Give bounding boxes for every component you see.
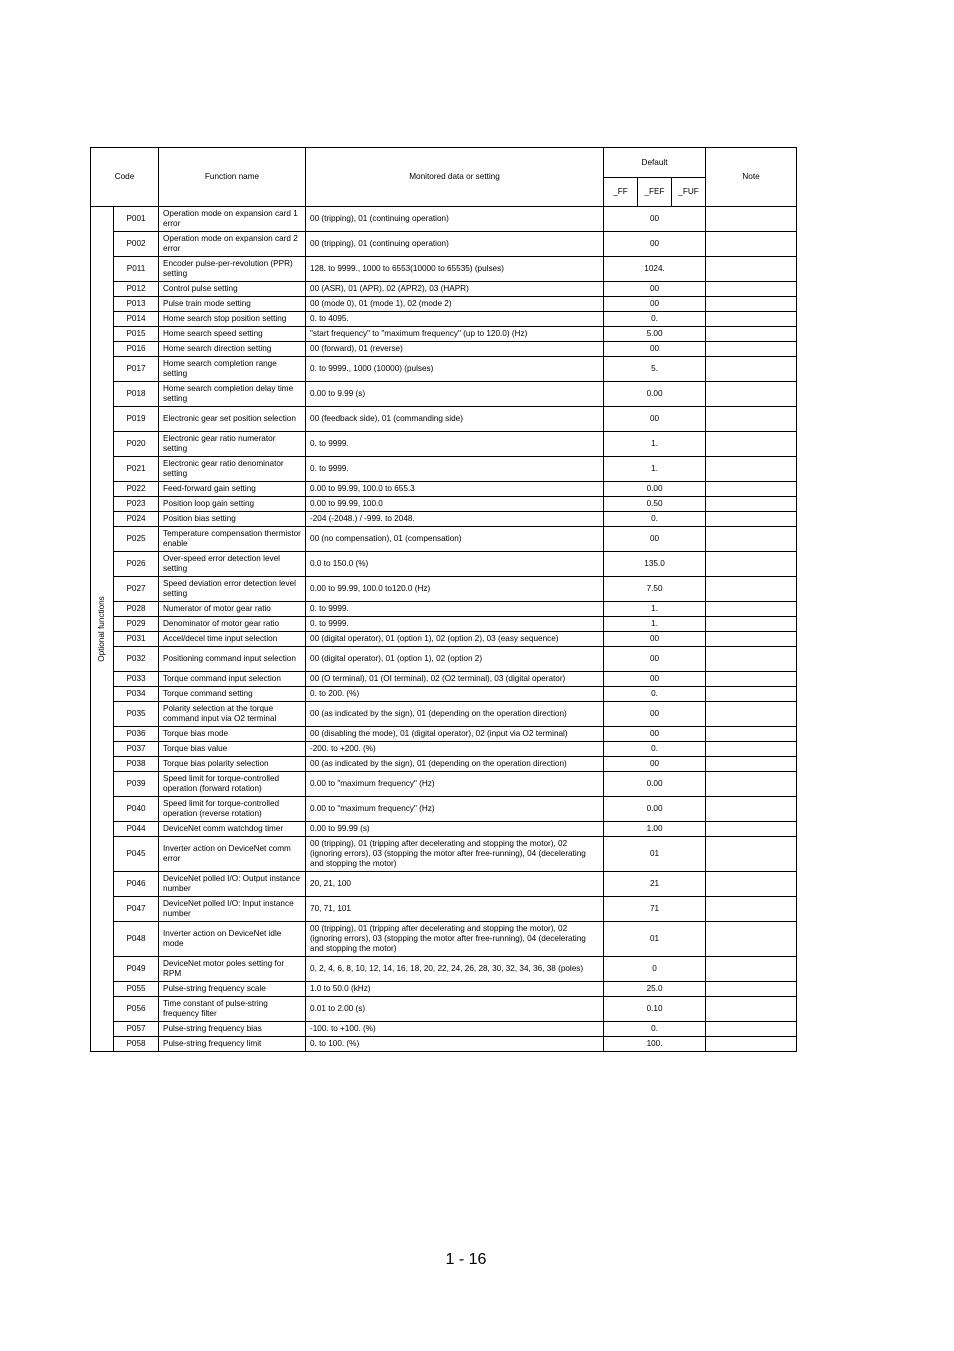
setting-cell: 00 (digital operator), 01 (option 1), 02 (option 2), 03 (easy sequence) [306, 632, 604, 647]
note-cell [706, 577, 797, 602]
note-cell [706, 672, 797, 687]
code-cell: P020 [114, 432, 159, 457]
default-cell: 00 [604, 207, 706, 232]
setting-cell: 00 (as indicated by the sign), 01 (depending on the operation direction) [306, 757, 604, 772]
function-name-cell: Temperature compensation thermistor enable [159, 527, 306, 552]
code-cell: P033 [114, 672, 159, 687]
function-name-cell: Electronic gear set position selection [159, 407, 306, 432]
function-name-cell: Accel/decel time input selection [159, 632, 306, 647]
note-cell [706, 407, 797, 432]
table-row [91, 647, 797, 672]
code-cell: P034 [114, 687, 159, 702]
default-cell: 1. [604, 617, 706, 632]
note-cell [706, 837, 797, 872]
table-row [91, 672, 797, 687]
table-row [91, 727, 797, 742]
table-row [91, 457, 797, 482]
default-cell: 21 [604, 872, 706, 897]
setting-cell: 00 (tripping), 01 (tripping after decelerating and stopping the motor), 02 (ignoring errors), 03 (stopping the motor after free-running), 04 (decelerating and stopping the motor) [306, 837, 604, 872]
default-cell: 0.00 [604, 382, 706, 407]
setting-cell: 0. to 4095. [306, 312, 604, 327]
page-number: 1 - 16 [445, 1251, 487, 1268]
code-cell: P022 [114, 482, 159, 497]
setting-cell: 0.00 to 99.99, 100.0 to120.0 (Hz) [306, 577, 604, 602]
default-cell: 00 [604, 757, 706, 772]
code-cell: P025 [114, 527, 159, 552]
note-cell [706, 632, 797, 647]
function-name-cell: DeviceNet polled I/O: Input instance number [159, 897, 306, 922]
code-cell: P019 [114, 407, 159, 432]
table-row [91, 207, 797, 232]
setting-cell: 0. to 100. (%) [306, 1037, 604, 1052]
table-row [91, 632, 797, 647]
code-cell: P021 [114, 457, 159, 482]
table-row [91, 482, 797, 497]
function-name-cell: Home search direction setting [159, 342, 306, 357]
function-name-cell: Home search stop position setting [159, 312, 306, 327]
setting-cell: 00 (mode 0), 01 (mode 1), 02 (mode 2) [306, 297, 604, 312]
function-name-cell: Torque bias mode [159, 727, 306, 742]
note-cell [706, 382, 797, 407]
parameter-table [90, 147, 797, 1052]
note-cell [706, 342, 797, 357]
function-name-cell: Speed limit for torque-controlled operation (reverse rotation) [159, 797, 306, 822]
table-row [91, 602, 797, 617]
note-cell [706, 527, 797, 552]
table-row [91, 757, 797, 772]
default-cell: 00 [604, 647, 706, 672]
note-cell [706, 897, 797, 922]
function-name-cell: Home search speed setting [159, 327, 306, 342]
function-name-cell: Positioning command input selection [159, 647, 306, 672]
code-cell: P017 [114, 357, 159, 382]
code-cell: P031 [114, 632, 159, 647]
note-cell [706, 457, 797, 482]
default-cell: 5. [604, 357, 706, 382]
default-cell: 00 [604, 727, 706, 742]
note-cell [706, 822, 797, 837]
setting-cell: 00 (tripping), 01 (continuing operation) [306, 232, 604, 257]
table-row [91, 327, 797, 342]
default-cell: 0 [604, 957, 706, 982]
code-cell: P018 [114, 382, 159, 407]
function-name-cell: Pulse-string frequency scale [159, 982, 306, 997]
default-cell: 0. [604, 742, 706, 757]
note-cell [706, 647, 797, 672]
function-name-cell: Torque command input selection [159, 672, 306, 687]
note-cell [706, 207, 797, 232]
default-cell: 1. [604, 432, 706, 457]
setting-cell: 0. to 9999., 1000 (10000) (pulses) [306, 357, 604, 382]
code-cell: P001 [114, 207, 159, 232]
table-row [91, 797, 797, 822]
note-cell [706, 497, 797, 512]
note-cell [706, 872, 797, 897]
function-name-cell: Feed-forward gain setting [159, 482, 306, 497]
code-cell: P012 [114, 282, 159, 297]
setting-cell: 0.00 to "maximum frequency" (Hz) [306, 772, 604, 797]
default-cell: 1. [604, 602, 706, 617]
header-monitored-data: Monitored data or setting [306, 148, 604, 207]
code-cell: P013 [114, 297, 159, 312]
code-cell: P027 [114, 577, 159, 602]
code-cell: P036 [114, 727, 159, 742]
function-name-cell: Inverter action on DeviceNet idle mode [159, 922, 306, 957]
default-cell: 00 [604, 702, 706, 727]
table-row [91, 822, 797, 837]
setting-cell: 0.00 to 9.99 (s) [306, 382, 604, 407]
setting-cell: 0.00 to 99.99, 100.0 [306, 497, 604, 512]
function-name-cell: Position loop gain setting [159, 497, 306, 512]
code-cell: P023 [114, 497, 159, 512]
code-cell: P026 [114, 552, 159, 577]
header-default-fef: _FEF [638, 178, 672, 207]
code-cell: P002 [114, 232, 159, 257]
header-default-ff: _FF [604, 178, 638, 207]
function-name-cell: Encoder pulse-per-revolution (PPR) setting [159, 257, 306, 282]
table-row [91, 837, 797, 872]
default-cell: 00 [604, 282, 706, 297]
default-cell: 01 [604, 922, 706, 957]
setting-cell: 0. to 9999. [306, 617, 604, 632]
function-name-cell: Time constant of pulse-string frequency filter [159, 997, 306, 1022]
table-row [91, 1022, 797, 1037]
note-cell [706, 432, 797, 457]
code-cell: P039 [114, 772, 159, 797]
function-name-cell: Torque bias value [159, 742, 306, 757]
default-cell: 0. [604, 1022, 706, 1037]
setting-cell: 00 (tripping), 01 (tripping after decelerating and stopping the motor), 02 (ignoring errors), 03 (stopping the motor after free-running), 04 (decelerating and stopping the motor) [306, 922, 604, 957]
setting-cell: 0. to 9999. [306, 602, 604, 617]
note-cell [706, 772, 797, 797]
table-row [91, 872, 797, 897]
header-function-name: Function name [159, 148, 306, 207]
setting-cell: 0. to 200. (%) [306, 687, 604, 702]
code-cell: P014 [114, 312, 159, 327]
code-cell: P037 [114, 742, 159, 757]
table-row [91, 577, 797, 602]
note-cell [706, 357, 797, 382]
default-cell: 01 [604, 837, 706, 872]
default-cell: 00 [604, 672, 706, 687]
default-cell: 00 [604, 407, 706, 432]
code-cell: P058 [114, 1037, 159, 1052]
code-cell: P044 [114, 822, 159, 837]
setting-cell: 00 (ASR), 01 (APR), 02 (APR2), 03 (HAPR) [306, 282, 604, 297]
setting-cell: 0. to 9999. [306, 457, 604, 482]
setting-cell: 00 (digital operator), 01 (option 1), 02 (option 2) [306, 647, 604, 672]
group-cell [91, 207, 114, 1052]
code-cell: P015 [114, 327, 159, 342]
function-name-cell: DeviceNet comm watchdog timer [159, 822, 306, 837]
function-name-cell: Over-speed error detection level setting [159, 552, 306, 577]
code-cell: P024 [114, 512, 159, 527]
default-cell: 5.00 [604, 327, 706, 342]
group-label: Optional functions [97, 596, 106, 662]
default-cell: 00 [604, 342, 706, 357]
table-row [91, 922, 797, 957]
code-cell: P048 [114, 922, 159, 957]
note-cell [706, 232, 797, 257]
function-name-cell: DeviceNet motor poles setting for RPM [159, 957, 306, 982]
header-default-fuf: _FUF [672, 178, 706, 207]
function-name-cell: Speed deviation error detection level setting [159, 577, 306, 602]
setting-cell: 00 (O terminal), 01 (OI terminal), 02 (O2 terminal), 03 (digital operator) [306, 672, 604, 687]
table-row [91, 432, 797, 457]
code-cell: P055 [114, 982, 159, 997]
function-name-cell: Home search completion range setting [159, 357, 306, 382]
code-cell: P038 [114, 757, 159, 772]
function-name-cell: Denominator of motor gear ratio [159, 617, 306, 632]
setting-cell: 0.00 to "maximum frequency" (Hz) [306, 797, 604, 822]
code-cell: P016 [114, 342, 159, 357]
default-cell: 135.0 [604, 552, 706, 577]
note-cell [706, 1022, 797, 1037]
default-cell: 0. [604, 512, 706, 527]
function-name-cell: Numerator of motor gear ratio [159, 602, 306, 617]
setting-cell: 00 (forward), 01 (reverse) [306, 342, 604, 357]
table-row [91, 282, 797, 297]
setting-cell: 70, 71, 101 [306, 897, 604, 922]
code-cell: P049 [114, 957, 159, 982]
function-name-cell: Control pulse setting [159, 282, 306, 297]
code-cell: P028 [114, 602, 159, 617]
function-name-cell: Inverter action on DeviceNet comm error [159, 837, 306, 872]
default-cell: 7.50 [604, 577, 706, 602]
function-name-cell: Polarity selection at the torque command input via O2 terminal [159, 702, 306, 727]
table-row [91, 407, 797, 432]
table-row [91, 982, 797, 997]
note-cell [706, 1037, 797, 1052]
table-row [91, 497, 797, 512]
function-name-cell: Home search completion delay time setting [159, 382, 306, 407]
table-row [91, 382, 797, 407]
header-default: Default [604, 148, 706, 178]
function-name-cell: Pulse train mode setting [159, 297, 306, 312]
table-row [91, 232, 797, 257]
table-row [91, 702, 797, 727]
function-name-cell: Position bias setting [159, 512, 306, 527]
default-cell: 71 [604, 897, 706, 922]
code-cell: P032 [114, 647, 159, 672]
setting-cell: 0.00 to 99.99, 100.0 to 655.3 [306, 482, 604, 497]
function-name-cell: Operation mode on expansion card 2 error [159, 232, 306, 257]
setting-cell: 00 (disabling the mode), 01 (digital operator), 02 (input via O2 terminal) [306, 727, 604, 742]
code-cell: P056 [114, 997, 159, 1022]
setting-cell: 00 (feedback side), 01 (commanding side) [306, 407, 604, 432]
default-cell: 25.0 [604, 982, 706, 997]
note-cell [706, 742, 797, 757]
table-row [91, 742, 797, 757]
table-row [91, 997, 797, 1022]
table-row [91, 527, 797, 552]
table-row [91, 617, 797, 632]
header-note: Note [706, 148, 797, 207]
default-cell: 1024. [604, 257, 706, 282]
table-row [91, 297, 797, 312]
table-row [91, 1037, 797, 1052]
default-cell: 100. [604, 1037, 706, 1052]
setting-cell: 0.0 to 150.0 (%) [306, 552, 604, 577]
setting-cell: -100. to +100. (%) [306, 1022, 604, 1037]
function-name-cell: DeviceNet polled I/O: Output instance number [159, 872, 306, 897]
default-cell: 00 [604, 297, 706, 312]
default-cell: 1. [604, 457, 706, 482]
setting-cell: 0.00 to 99.99 (s) [306, 822, 604, 837]
note-cell [706, 552, 797, 577]
table-row [91, 257, 797, 282]
setting-cell: 1.0 to 50.0 (kHz) [306, 982, 604, 997]
function-name-cell: Torque command setting [159, 687, 306, 702]
default-cell: 0.00 [604, 797, 706, 822]
setting-cell: 00 (no compensation), 01 (compensation) [306, 527, 604, 552]
code-cell: P011 [114, 257, 159, 282]
default-cell: 00 [604, 632, 706, 647]
note-cell [706, 982, 797, 997]
note-cell [706, 482, 797, 497]
code-cell: P046 [114, 872, 159, 897]
note-cell [706, 957, 797, 982]
function-name-cell: Electronic gear ratio numerator setting [159, 432, 306, 457]
setting-cell: "start frequency" to "maximum frequency" (up to 120.0) (Hz) [306, 327, 604, 342]
code-cell: P057 [114, 1022, 159, 1037]
note-cell [706, 797, 797, 822]
table-row [91, 312, 797, 327]
setting-cell: 00 (as indicated by the sign), 01 (depending on the operation direction) [306, 702, 604, 727]
note-cell [706, 757, 797, 772]
function-name-cell: Operation mode on expansion card 1 error [159, 207, 306, 232]
note-cell [706, 617, 797, 632]
table-row [91, 552, 797, 577]
setting-cell: 0. to 9999. [306, 432, 604, 457]
function-name-cell: Electronic gear ratio denominator setting [159, 457, 306, 482]
function-name-cell: Pulse-string frequency limit [159, 1037, 306, 1052]
setting-cell: 128. to 9999., 1000 to 6553(10000 to 65535) (pulses) [306, 257, 604, 282]
note-cell [706, 922, 797, 957]
default-cell: 00 [604, 527, 706, 552]
table-row [91, 772, 797, 797]
note-cell [706, 997, 797, 1022]
default-cell: 00 [604, 232, 706, 257]
default-cell: 0. [604, 312, 706, 327]
header-row [91, 148, 797, 178]
setting-cell: 20, 21, 100 [306, 872, 604, 897]
note-cell [706, 512, 797, 527]
setting-cell: 00 (tripping), 01 (continuing operation) [306, 207, 604, 232]
setting-cell: -204 (-2048.) / -999. to 2048. [306, 512, 604, 527]
table-row [91, 687, 797, 702]
table-row [91, 957, 797, 982]
code-cell: P047 [114, 897, 159, 922]
header-code: Code [91, 148, 159, 207]
default-cell: 0. [604, 687, 706, 702]
code-cell: P040 [114, 797, 159, 822]
function-name-cell: Speed limit for torque-controlled operation (forward rotation) [159, 772, 306, 797]
default-cell: 0.10 [604, 997, 706, 1022]
setting-cell: 0.01 to 2.00 (s) [306, 997, 604, 1022]
default-cell: 0.00 [604, 482, 706, 497]
table-row [91, 342, 797, 357]
code-cell: P045 [114, 837, 159, 872]
default-cell: 0.50 [604, 497, 706, 512]
note-cell [706, 602, 797, 617]
note-cell [706, 312, 797, 327]
note-cell [706, 687, 797, 702]
note-cell [706, 727, 797, 742]
default-cell: 1.00 [604, 822, 706, 837]
note-cell [706, 257, 797, 282]
table-row [91, 897, 797, 922]
function-name-cell: Torque bias polarity selection [159, 757, 306, 772]
note-cell [706, 282, 797, 297]
note-cell [706, 297, 797, 312]
note-cell [706, 702, 797, 727]
table-row [91, 357, 797, 382]
default-cell: 0.00 [604, 772, 706, 797]
setting-cell: -200. to +200. (%) [306, 742, 604, 757]
note-cell [706, 327, 797, 342]
table-row [91, 512, 797, 527]
function-name-cell: Pulse-string frequency bias [159, 1022, 306, 1037]
code-cell: P029 [114, 617, 159, 632]
setting-cell: 0, 2, 4, 6, 8, 10, 12, 14, 16, 18, 20, 22, 24, 26, 28, 30, 32, 34, 36, 38 (poles) [306, 957, 604, 982]
code-cell: P035 [114, 702, 159, 727]
